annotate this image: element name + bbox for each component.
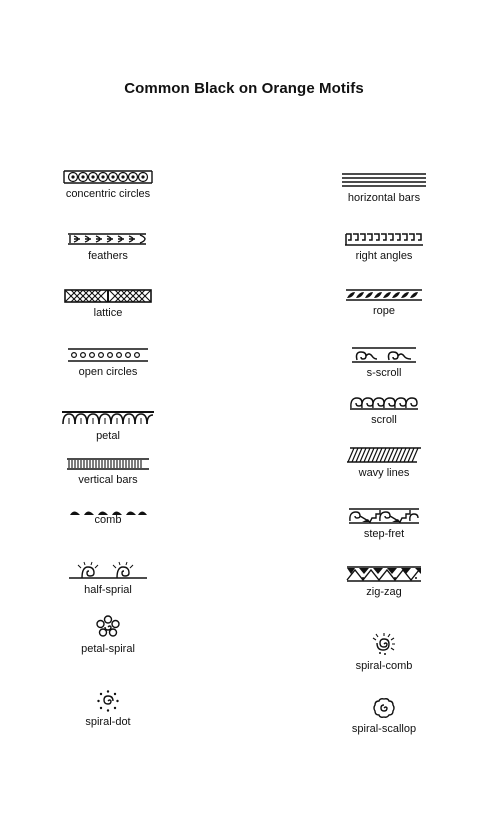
motif-label: open circles	[78, 366, 138, 378]
step-fret-icon	[348, 508, 420, 524]
motif-label: lattice	[93, 307, 123, 319]
motif-concentric-circles	[28, 170, 188, 200]
motif-label: comb	[94, 514, 122, 526]
petal-spiral-icon	[95, 615, 121, 639]
rope-icon	[345, 289, 423, 301]
petal-icon	[61, 410, 155, 426]
spiral-dot-icon	[97, 690, 119, 712]
motif-label: right angles	[355, 250, 413, 262]
motif-label: step-fret	[363, 528, 405, 540]
motif-label: feathers	[88, 250, 128, 262]
motif-wavy-lines	[304, 447, 464, 479]
motif-label: petal-spiral	[81, 643, 135, 655]
motif-label: concentric circles	[65, 188, 151, 200]
motif-right-angles	[304, 232, 464, 262]
motif-rope	[304, 289, 464, 317]
spiral-scallop-icon	[372, 697, 396, 719]
motif-label: petal	[96, 430, 120, 442]
motif-label: rope	[372, 305, 396, 317]
vertical-bars-icon	[65, 458, 151, 470]
right-angles-icon	[344, 232, 424, 246]
motif-lattice	[28, 289, 188, 319]
motif-feathers	[28, 232, 188, 262]
wavy-lines-icon	[346, 447, 422, 463]
motif-label: spiral-dot	[85, 716, 131, 728]
motif-spiral-comb	[304, 630, 464, 672]
page-title: Common Black on Orange Motifs	[124, 80, 364, 97]
open-circles-icon	[66, 348, 150, 362]
motif-petal	[28, 410, 188, 442]
motif-label: half-sprial	[84, 584, 132, 596]
half-spiral-icon	[68, 562, 148, 580]
motif-label: spiral-comb	[355, 660, 413, 672]
motif-scroll	[304, 396, 464, 426]
motif-vertical-bars	[28, 458, 188, 486]
lattice-icon	[64, 289, 152, 303]
motif-horizontal-bars	[304, 172, 464, 204]
motif-s-scroll	[304, 347, 464, 379]
zig-zag-icon	[346, 566, 422, 582]
motif-label: spiral-scallop	[351, 723, 417, 735]
motif-label: s-scroll	[366, 367, 402, 379]
motif-open-circles	[28, 348, 188, 378]
scroll-icon	[349, 396, 419, 410]
motif-zig-zag	[304, 566, 464, 598]
spiral-comb-icon	[370, 630, 398, 656]
motif-half-spiral	[28, 562, 188, 596]
motif-petal-spiral	[28, 615, 188, 655]
concentric-circles-icon	[62, 170, 154, 184]
motif-label: wavy lines	[358, 467, 410, 479]
motif-step-fret	[304, 508, 464, 540]
motif-spiral-scallop	[304, 697, 464, 735]
motif-comb	[28, 507, 188, 526]
feathers-icon	[66, 232, 150, 246]
horizontal-bars-icon	[341, 172, 427, 188]
s-scroll-icon	[351, 347, 417, 363]
motif-label: zig-zag	[366, 586, 402, 598]
motif-spiral-dot	[28, 690, 188, 728]
motif-label: horizontal bars	[347, 192, 421, 204]
motif-label: vertical bars	[78, 474, 138, 486]
motif-label: scroll	[371, 414, 397, 426]
